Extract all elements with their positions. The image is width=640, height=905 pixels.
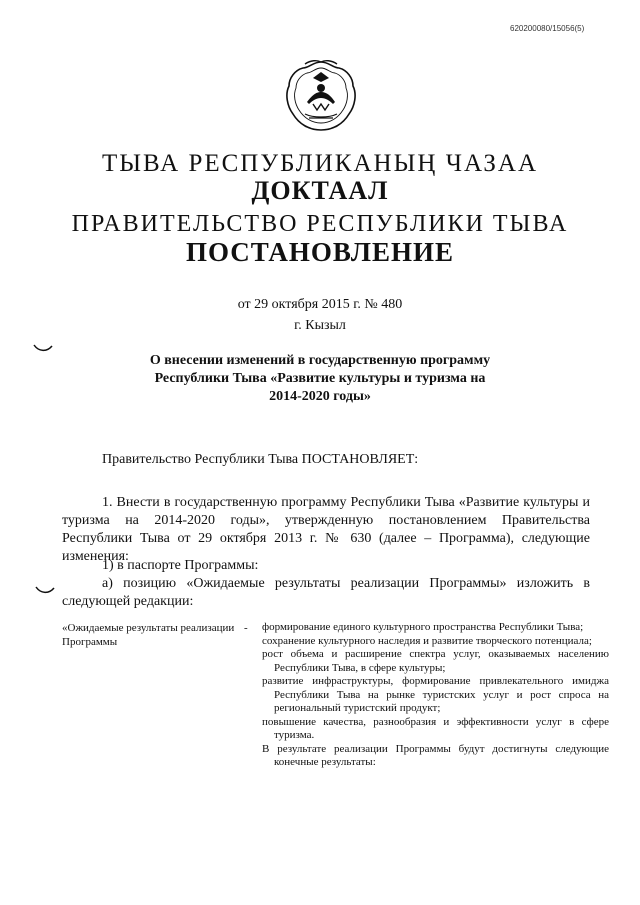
item-1-1: 1) в паспорте Программы: [102,558,259,573]
document-date: от 29 октября 2015 г. № 480 [237,297,403,312]
item-1-1a: а) позицию «Ожидаемые результаты реализации Программы» изложить в следующей редакции: [62,576,590,609]
header-government-name: ПРАВИТЕЛЬСТВО РЕСПУБЛИКИ ТЫВА [71,211,569,237]
table-dash: - [244,622,248,634]
item-1: 1. Внести в государственную программу Республики Тыва «Развитие культуры и туризма на 2014-2020 годы», утвержденную постановлением Правительства Республики Тыва от 29 октября 2013 г. № 630 (далее – Программа), следующие изменения: [62,495,590,564]
header-document-type: ПОСТАНОВЛЕНИЕ [185,237,455,267]
margin-mark [33,343,53,353]
result-item: В результате реализации Программы будут достигнуты следующие конечные результаты: [262,742,609,768]
result-item: формирование единого культурного пространства Республики Тыва; [262,621,584,633]
document-city: г. Кызыл [294,318,346,333]
result-item: развитие инфраструктуры, формирование привлекательного имиджа Республики Тыва на рынке туристских услуг и рост спроса на региональный туристский продукт; [262,675,609,714]
document-title: О внесении изменений в государственную программу Республики Тыва «Развитие культуры и туризма на 2014-2020 годы» [149,353,491,404]
coat-of-arms-emblem [283,58,359,134]
table-left-label: «Ожидаемые результаты реализации Программы [62,622,235,648]
result-item: рост объема и расширение спектра услуг, оказываемых населению Республики Тыва, в сфере культуры; [262,648,609,674]
header-tuvan-decree: ДОКТААЛ [251,176,389,205]
margin-mark [35,585,55,595]
result-item: повышение качества, разнообразия и эффективности услуг в сфере туризма. [262,715,609,741]
decree-intro [62,451,590,469]
table-right-content [262,621,609,770]
document-code: 620200080/15056(5) [510,24,585,33]
decree-intro-text: Правительство Республики Тыва ПОСТАНОВЛЯЕТ: [102,452,419,467]
header-tuvan-government: ТЫВА РЕСПУБЛИКАНЫҢ ЧАЗАА [101,150,539,177]
result-item: сохранение культурного наследия и развитие творческого потенциала; [262,634,592,647]
